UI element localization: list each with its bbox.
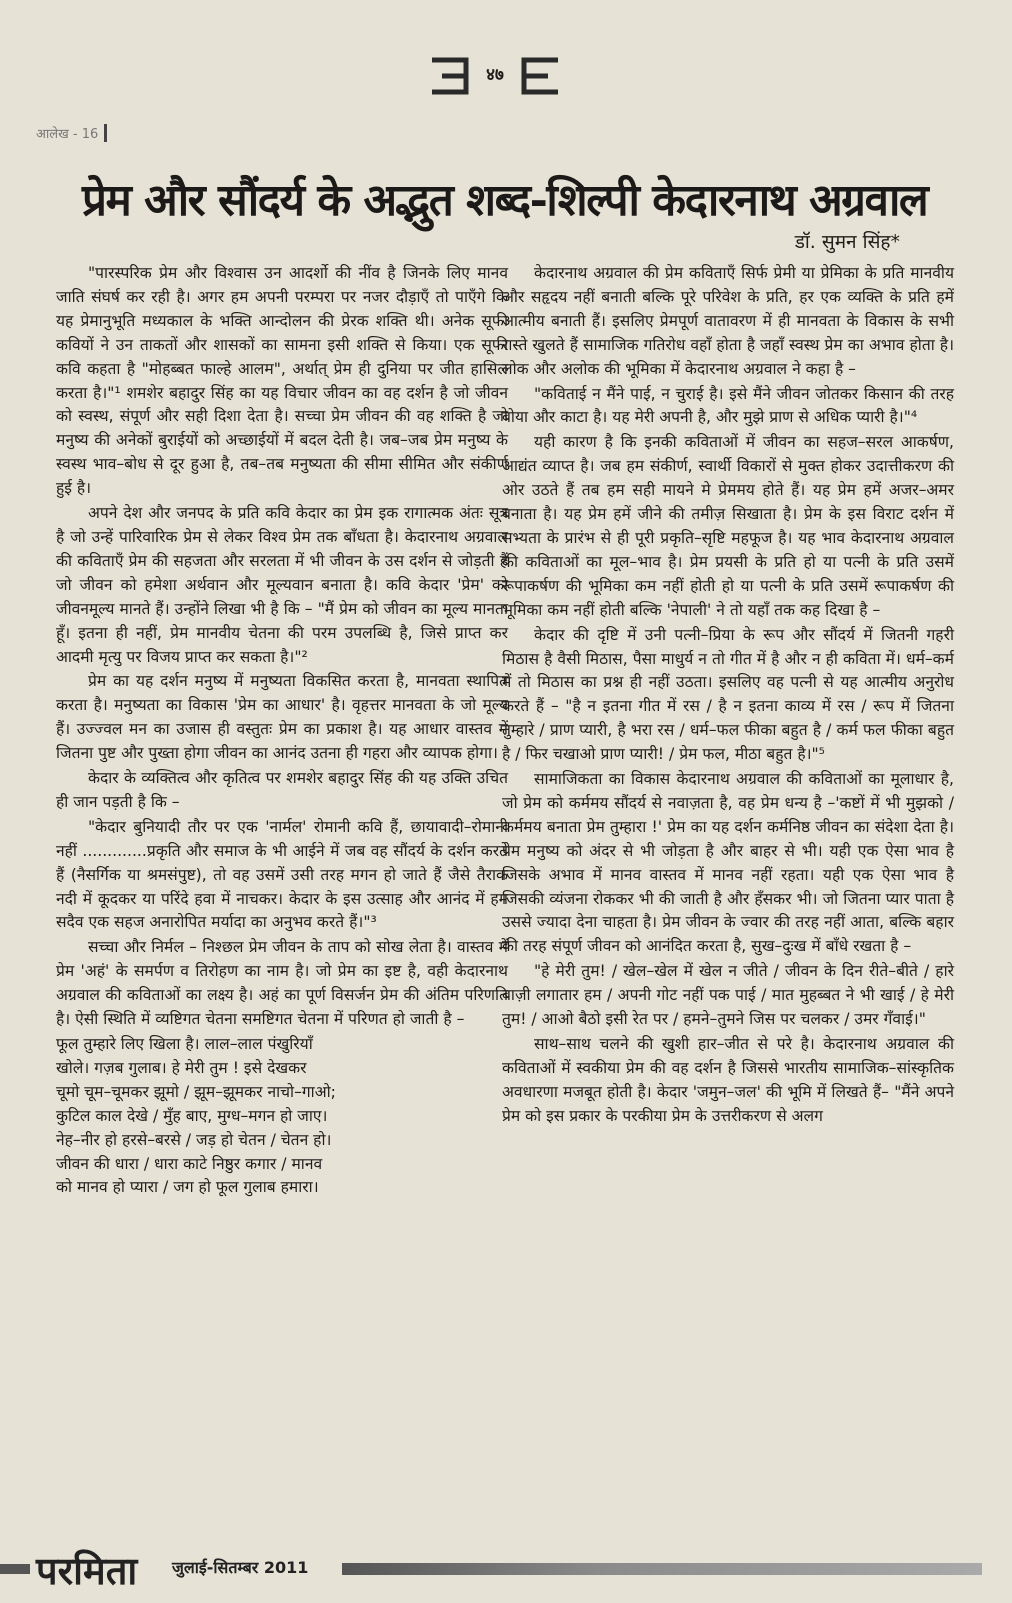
issue-date: जुलाई-सितम्बर 2011 (172, 1558, 309, 1577)
left-paragraph-1: "पारस्परिक प्रेम और विश्वास उन आदर्शो की नींव है जिनके लिए मानव जाति संघर्ष कर रही है। अगर हम अपनी परम्परा पर नजर दौड़ाएँ तो पाएँगे कि यह प्रेमानुभूति मध्यकाल के भक्ति आन्दोलन की प्रेरक शक्ति थी। अनेक सूफी कवियों ने उन ताकतों और शासकों का सामना इसी शक्ति से किया। एक सूफी कवि कहता है "मोहब्बत फाल्हे आलम", अर्थात् प्रेम ही दुनिया पर जीत हासिल करता है।"¹ शमशेर बहादुर सिंह का यह विचार जीवन का वह दर्शन है जो जीवन को स्वस्थ, संपूर्ण और सही दिशा देता है। सच्चा प्रेम जीवन की वह शक्ति है जो मनुष्य की अनेकों बुराईयों को अच्छाईयों में बदल देती है। जब–जब प्रेम मनुष्य के स्वस्थ भाव–बोध से दूर हुआ है, तब–तब मनुष्यता की सीमा सीमित और संकीर्ण हुई है। (56, 264, 508, 498)
left-paragraph-4: केदार के व्यक्तित्व और कृतित्व पर शमशेर बहादुर सिंह की यह उक्ति उचित ही जान पड़ती है कि – (56, 769, 508, 811)
poem-line: चूमो चूम–चूमकर झूमो / झूम–झूमकर नाचो–गाओ; (56, 1082, 336, 1101)
article-author: डॉ. सुमन सिंह* (794, 231, 900, 253)
right-paragraph-4: केदार की दृष्टि में उनी पत्नी–प्रिया के रूप और सौंदर्य में जितनी गहरी मिठास है वैसी मिठास, पैसा माधुर्य न तो गीत में है और न ही कविता में। धर्म–कर्म में तो मिठास का प्रश्न ही नहीं उठता। इसलिए वह पत्नी से यह आत्मीय अनुरोध करते हैं – "है न इतना गीत में रस / है न इतना काव्य में रस / रूप में जितना तुम्हारे / प्राण प्यारी, है भरा रस / धर्म–फल फीका बहुत है / कर्म फल फीका बहुत है / फिर चखाओ प्राण प्यारी! / प्रेम फल, मीठा बहुत है।"⁵ (502, 625, 954, 764)
left-paragraph-2: अपने देश और जनपद के प्रति कवि केदार का प्रेम इक रागात्मक अंतः सूत्र है जो उन्हें पारिवारिक प्रेम से लेकर विश्व प्रेम तक बाँधता है। केदारनाथ अग्रवाल की कविताएँ प्रेम की सहजता और सरलता में भी जीवन के उस दर्शन से जोड़ती हैं जो जीवन को हमेशा अर्थवान और मूल्यवान बनाता है। कवि केदार 'प्रेम' को जीवनमूल्य मानते हैं। उन्होंने लिखा भी है कि – "मैं प्रेम को जीवन का मूल्य मानता हूँ। इतना ही नहीं, प्रेम मानवीय चेतना की परम उपलब्धि है, जिसे प्राप्त कर आदमी मृत्यु पर विजय प्राप्त कर सकता है।"² (56, 504, 508, 666)
poem-block (56, 1033, 508, 1200)
right-paragraph-7: साथ–साथ चलने की खुशी हार–जीत से परे है। केदारनाथ अग्रवाल की कविताओं में स्वकीया प्रेम की वह दर्शन है जिससे भारतीय सामाजिक–सांस्कृतिक अवधारणा मजबूत होती है। केदार 'जमुन–जल' की भूमि में लिखते हैं– "मैंने अपने प्रेम को इस प्रकार के परकीया प्रेम के उत्तरीकरण से अलग (502, 1035, 954, 1125)
poem-line: फूल तुम्हारे लिए खिला है। लाल–लाल पंखुरियाँ (56, 1035, 313, 1053)
right-paragraph-5: सामाजिकता का विकास केदारनाथ अग्रवाल की कविताओं का मूलाधार है, जो प्रेम को कर्ममय सौंदर्य से नवाज़ता है, वह प्रेम धन्य है –'कष्टों में भी मुझको / कर्ममय बनाता प्रेम तुम्हारा !' प्रेम का यह दर्शन कर्मनिष्ठ जीवन का संदेशा देता है। प्रेम मनुष्य को अंदर से भी जोड़ता है और बाहर से भी। यही एक ऐसा भाव है जिसके अभाव में मानव वास्तव में मानव नहीं रहता। यही एक ऐसा भाव है जिसकी व्यंजना रोककर भी की जाती है और हँसकर भी। जो जितना प्यार पाता है उससे ज्यादा देना चाहता है। प्रेम जीवन के ज्वार की तरह नहीं आता, बल्कि बहार की तरह संपूर्ण जीवन को आनंदित करता है, सुख–दुःख में बाँधे रखता है – (502, 770, 954, 956)
right-paragraph-1: केदारनाथ अग्रवाल की प्रेम कविताएँ सिर्फ प्रेमी या प्रेमिका के प्रति मानवीय और सहृदय नहीं बनाती बल्कि पूरे परिवेश के प्रति, हर एक व्यक्ति के प्रति हमें आत्मीय बनाती हैं। इसलिए प्रेमपूर्ण वातावरण में ही मानवता के विकास के सभी रास्ते खुलते हैं सामाजिक गतिरोध वहाँ होता है जहाँ स्वस्थ प्रेम का अभाव होता है। लोक और अलोक की भूमिका में केदारनाथ अग्रवाल ने कहा है – (502, 264, 954, 378)
page-footer (0, 1548, 1012, 1593)
right-column (502, 262, 954, 1130)
article-title: प्रेम और सौंदर्य के अद्भुत शब्द-शिल्पी केदारनाथ अग्रवाल (82, 175, 928, 226)
footer-bar-left (0, 1564, 30, 1574)
section-tag: आलेख - 16 (36, 124, 107, 142)
footer-bar-right (342, 1563, 982, 1575)
right-paragraph-3: यही कारण है कि इनकी कविताओं में जीवन का सहज–सरल आकर्षण, आद्यंत व्याप्त है। जब हम संकीर्ण, स्वार्थी विकारों से मुक्त होकर उदात्तीकरण की ओर उठते हैं तब हम सही मायने मे प्रेममय होते हैं। यह प्रेम हमें अजर–अमर बनाता है। यह प्रेम हमें जीने की तमीज़ सिखाता है। प्रेम के इस विराट दर्शन में सभ्यता के प्रारंभ से ही पूरी प्रकृति–सृष्टि महफूज है। यह भाव केदारनाथ अग्रवाल की कविताओं का मूल–भाव है। प्रेम प्रयसी के प्रति हो या पत्नी के प्रति उसमें रूपाकर्षण की भूमिका कम नहीं होती हो या पत्नी के प्रति उसमें रूपाकर्षण की भूमिका कम नहीं होती बल्कि 'नेपाली' ने तो यहाँ तक कह दिखा है – (502, 433, 954, 619)
right-paragraph-6: "हे मेरी तुम! / खेल–खेल में खेल न जीते / जीवन के दिन रीते–बीते / हारे बाज़ी लगातार हम / अपनी गोट नहीं पक पाई / मात मुहब्बत ने भी खाई / हे मेरी तुम! / आओ बैठो इसी रेत पर / हमने–तुमने जिस पर चलकर / उमर गँवाई।" (502, 962, 954, 1029)
poem-line: जीवन की धारा / धारा काटे निष्ठुर कगार / मानव (56, 1154, 323, 1173)
poem-line: खोले। गज़ब गुलाब। हे मेरी तुम ! इसे देखकर (56, 1058, 307, 1077)
page-number: ४७ (486, 65, 504, 85)
left-column (56, 262, 508, 1200)
page-number-ornament (430, 48, 560, 104)
left-paragraph-6: सच्चा और निर्मल – निश्छल प्रेम जीवन के ताप को सोख लेता है। वास्तव में प्रेम 'अहं' के समर्पण व तिरोहण का नाम है। जो प्रेम का इष्ट है, वही केदारनाथ अग्रवाल की कविताओं का लक्ष्य है। अहं का पूर्ण विसर्जन प्रेम की अंतिम परिणति है। ऐसी स्थिति में व्यष्टिगत चेतना समष्टिगत चेतना में परिणत हो जाती है – (56, 938, 508, 1029)
poem-line: कुटिल काल देखे / मुँह बाए, मुग्ध–मगन हो जाए। (56, 1106, 328, 1125)
left-paragraph-5: "केदार बुनियादी तौर पर एक 'नार्मल' रोमानी कवि हैं, छायावादी–रोमानी नहीं .............प्रकृति और समाज के भी आईने में जब वह सौंदर्य के दर्शन करते हैं (नैसर्गिक या श्रमसंपुष्ट), तो वह उसमें उसी तरह मगन हो जाते हैं जैसे तैराक नदी में कूदकर या परिंदे हवा में नाचकर। केदार के इस उत्साह और आनंद में हम सदैव एक सहज अनारोपित मर्यादा का अनुभव करते हैं।"³ (56, 817, 508, 932)
magazine-name: परमिता (36, 1548, 138, 1593)
poem-line: को मानव हो प्यारा / जग हो फूल गुलाब हमारा। (56, 1178, 319, 1197)
left-paragraph-3: प्रेम का यह दर्शन मनुष्य में मनुष्यता विकसित करता है, मानवता स्थापित करता है। मनुष्यता का विकास 'प्रेम का आधार' है। वृहत्तर मानवता के जो मूल्य हैं। उज्ज्वल मन का उजास ही वस्तुतः प्रेम का प्रकाश है। यह आधार वास्तव में जितना पुष्ट और पुख्ता होगा जीवन का आनंद उतना ही गहरा और व्यापक होगा। (56, 672, 508, 763)
poem-line: नेह–नीर हो हरसे–बरसे / जड़ हो चेतन / चेतन हो। (56, 1130, 332, 1149)
right-paragraph-2: "कविताई न मैंने पाई, न चुराई है। इसे मैंने जीवन जोतकर किसान की तरह बोया और काटा है। यह मेरी अपनी है, और मुझे प्राण से अधिक प्यारी है।"⁴ (502, 384, 954, 427)
